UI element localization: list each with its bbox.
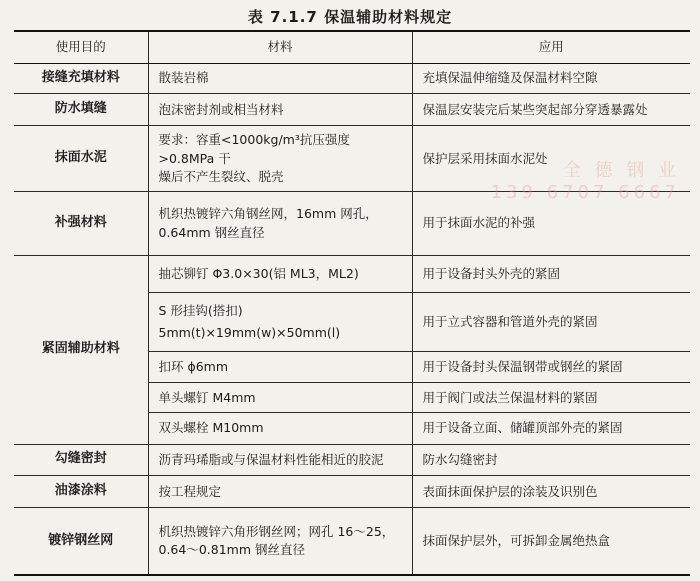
- material-line: S 形挂钩(搭扣): [158, 302, 243, 318]
- application-cell: 充填保温伸缩缝及保温材料空隙: [412, 63, 690, 94]
- watermark-line: 139 6707 6667: [490, 182, 680, 203]
- watermark-line: 全 德 钢 业: [562, 160, 680, 181]
- material-line: 5mm(t)×19mm(w)×50mm(l): [158, 324, 341, 340]
- table-row: [14, 507, 690, 575]
- material-cell: [148, 292, 412, 351]
- purpose-cell: 接缝充填材料: [14, 63, 148, 94]
- material-line: 机织热镀锌六角形钢丝网；网孔 16～25，: [158, 523, 395, 539]
- application-cell: 保护层采用抹面水泥处: [412, 125, 690, 191]
- material-cell: 双头螺栓 M10mm: [148, 412, 412, 444]
- purpose-cell: 补强材料: [14, 192, 148, 255]
- table-row: [14, 255, 690, 292]
- material-line: 0.64mm 钢丝直径: [158, 224, 265, 240]
- material-cell: [148, 125, 412, 191]
- material-cell: 散装岩棉: [148, 63, 412, 94]
- application-cell: 用于设备立面、储罐顶部外壳的紧固: [412, 412, 690, 444]
- application-cell: 保温层安装完后某些突起部分穿透暴露处: [412, 94, 690, 126]
- table-row: [14, 63, 690, 94]
- material-cell: 扣环 ϕ6mm: [148, 351, 412, 383]
- application-cell: 用于抹面水泥的补强: [412, 192, 690, 255]
- purpose-cell: 镀锌钢丝网: [14, 507, 148, 575]
- application-cell: 用于设备封头保温钢带或钢丝的紧固: [412, 351, 690, 383]
- purpose-cell: 勾缝密封: [14, 444, 148, 476]
- material-spec-table: [14, 30, 690, 576]
- material-cell: 泡沫密封剂或相当材料: [148, 94, 412, 126]
- purpose-cell: 紧固辅助材料: [14, 255, 148, 444]
- table-title: 表 7.1.7 保温辅助材料规定: [247, 8, 453, 26]
- material-cell: [148, 507, 412, 575]
- application-cell: 表面抹面保护层的涂装及识别色: [412, 476, 690, 508]
- table-row: [14, 444, 690, 476]
- header-purpose: 使用目的: [14, 31, 148, 63]
- material-cell: [148, 192, 412, 255]
- application-cell: 用于立式容器和管道外壳的紧固: [412, 292, 690, 351]
- material-line: 燥后不产生裂纹、脱壳: [158, 168, 284, 184]
- application-cell: 用于阀门或法兰保温材料的紧固: [412, 383, 690, 413]
- application-cell: 用于设备封头外壳的紧固: [412, 255, 690, 292]
- purpose-cell: 抹面水泥: [14, 125, 148, 191]
- material-line: 0.64～0.81mm 钢丝直径: [158, 541, 305, 557]
- table-row: [14, 94, 690, 126]
- table-row: [14, 192, 690, 255]
- material-cell: 按工程规定: [148, 476, 412, 508]
- material-cell: 抽芯铆钉 Φ3.0×30(铝 ML3，ML2): [148, 255, 412, 292]
- header-application: 应用: [412, 31, 690, 63]
- material-line: 机织热镀锌六角钢丝网，16mm 网孔，: [158, 206, 378, 222]
- table-row: [14, 125, 690, 191]
- material-cell: 单头螺钉 M4mm: [148, 383, 412, 413]
- purpose-cell: 防水填缝: [14, 94, 148, 126]
- application-cell: 防水勾缝密封: [412, 444, 690, 476]
- material-line: 要求：容重<1000kg/m³抗压强度>0.8MPa 干: [158, 132, 350, 166]
- application-cell: 抹面保护层外，可拆卸金属绝热盒: [412, 507, 690, 575]
- material-cell: 沥青玛琋脂或与保温材料性能相近的胶泥: [148, 444, 412, 476]
- header-material: 材料: [148, 31, 412, 63]
- header-row: [14, 31, 690, 63]
- table-row: [14, 476, 690, 508]
- purpose-cell: 油漆涂料: [14, 476, 148, 508]
